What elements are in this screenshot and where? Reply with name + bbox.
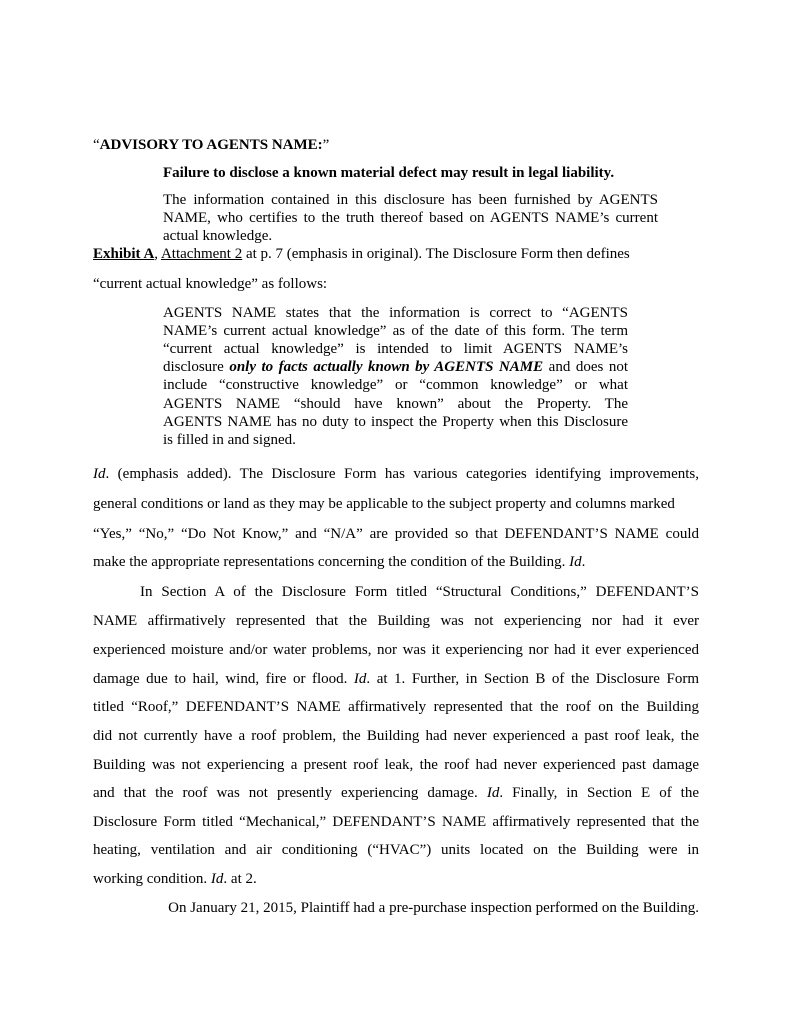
definition-line-8: is filled in and signed. bbox=[163, 432, 296, 448]
id-citation: Id bbox=[486, 785, 500, 801]
section-a-line-2: NAME affirmatively represented that the Building was not experiencing nor had it ever bbox=[93, 613, 699, 629]
advisory-title: ADVISORY TO AGENTS NAME: bbox=[99, 137, 323, 153]
exhibit-a-label: Exhibit A bbox=[93, 246, 155, 262]
definition-line-2: NAME’s current actual knowledge” as of the date of this form. The term bbox=[163, 323, 628, 339]
definition-line-3: “current actual knowledge” is intended to limit AGENTS NAME’s bbox=[163, 341, 628, 357]
section-a-line-7: Building was not experiencing a present roof leak, the roof had never experienced past damage bbox=[93, 757, 699, 773]
text: damage due to hail, wind, fire or flood. bbox=[93, 671, 354, 687]
advisory-info-line-2: NAME, who certifies to the truth thereof based on AGENTS NAME’s current bbox=[163, 210, 658, 226]
section-a-line-10: heating, ventilation and air conditioning (“HVAC”) units located on the Building were in bbox=[93, 842, 699, 858]
exhibit-rest: at p. 7 (emphasis in original). The Disclosure Form then defines bbox=[242, 246, 630, 262]
id-citation: Id bbox=[93, 466, 106, 482]
definition-line-5: include “constructive knowledge” or “common knowledge” or what bbox=[163, 377, 628, 393]
warning-text: Failure to disclose a known material defect may result in legal liability. bbox=[163, 165, 615, 181]
text: . (emphasis added). The Disclosure Form has various categories identifying improvements, bbox=[105, 466, 699, 482]
id-para-line-2: general conditions or land as they may be applicable to the subject property and columns marked bbox=[93, 496, 675, 512]
advisory-info-line-3: actual knowledge. bbox=[163, 228, 273, 244]
advisory-warning bbox=[163, 165, 614, 182]
definition-line-6: AGENTS NAME “should have known” about the Property. The bbox=[163, 396, 628, 412]
id-para-line-1 bbox=[93, 466, 699, 483]
id-citation: Id bbox=[210, 871, 224, 887]
inspection-line-1: On January 21, 2015, Plaintiff had a pre-purchase inspection performed on the Building. bbox=[168, 900, 699, 916]
section-a-line-6: did not currently have a roof problem, the Building had never experienced a past roof leak, the bbox=[93, 728, 699, 744]
id-citation: Id bbox=[569, 554, 582, 570]
line4-prefix: disclosure bbox=[163, 359, 230, 375]
section-a-line-4 bbox=[93, 671, 699, 688]
exhibit-citation bbox=[93, 246, 699, 263]
text: make the appropriate representations concerning the condition of the Building. bbox=[93, 554, 570, 570]
section-a-line-5: titled “Roof,” DEFENDANT’S NAME affirmatively represented that the roof on the Building bbox=[93, 699, 699, 715]
section-a-line-1: In Section A of the Disclosure Form titled “Structural Conditions,” DEFENDANT’S bbox=[140, 584, 699, 600]
section-a-line-8 bbox=[93, 785, 699, 802]
text: . at 1. Further, in Section B of the Disclosure Form bbox=[366, 671, 699, 687]
definition-line-7: AGENTS NAME has no duty to inspect the Property when this Disclosure bbox=[163, 414, 628, 430]
text: . at 2. bbox=[223, 871, 257, 887]
period: . bbox=[581, 554, 586, 570]
line4-suffix: and does not bbox=[543, 359, 628, 375]
text: working condition. bbox=[93, 871, 211, 887]
definition-line-1: AGENTS NAME states that the information is correct to “AGENTS bbox=[163, 305, 628, 321]
attachment-label: Attachment 2 bbox=[160, 246, 243, 262]
advisory-heading bbox=[93, 137, 699, 154]
text: and that the roof was not presently experiencing damage. bbox=[93, 785, 487, 801]
id-para-line-4 bbox=[93, 554, 699, 571]
section-a-line-11 bbox=[93, 871, 699, 888]
id-citation: Id bbox=[353, 671, 367, 687]
comma: , bbox=[154, 246, 159, 262]
section-a-line-9: Disclosure Form titled “Mechanical,” DEFENDANT’S NAME affirmatively represented that the bbox=[93, 814, 699, 830]
section-a-line-3: experienced moisture and/or water problems, nor was it experiencing nor had it ever experienced bbox=[93, 642, 699, 658]
close-quote: ” bbox=[322, 137, 330, 153]
text: . Finally, in Section E of the bbox=[499, 785, 700, 801]
open-quote: “ bbox=[93, 137, 100, 153]
advisory-info-line-1: The information contained in this disclosure has been furnished by AGENTS bbox=[163, 192, 658, 208]
emphasis-text: only to facts actually known by AGENTS NAME bbox=[229, 359, 544, 375]
id-para-line-3: “Yes,” “No,” “Do Not Know,” and “N/A” are provided so that DEFENDANT’S NAME could bbox=[93, 526, 699, 542]
definition-intro: “current actual knowledge” as follows: bbox=[93, 276, 328, 292]
definition-line-4 bbox=[163, 359, 628, 376]
